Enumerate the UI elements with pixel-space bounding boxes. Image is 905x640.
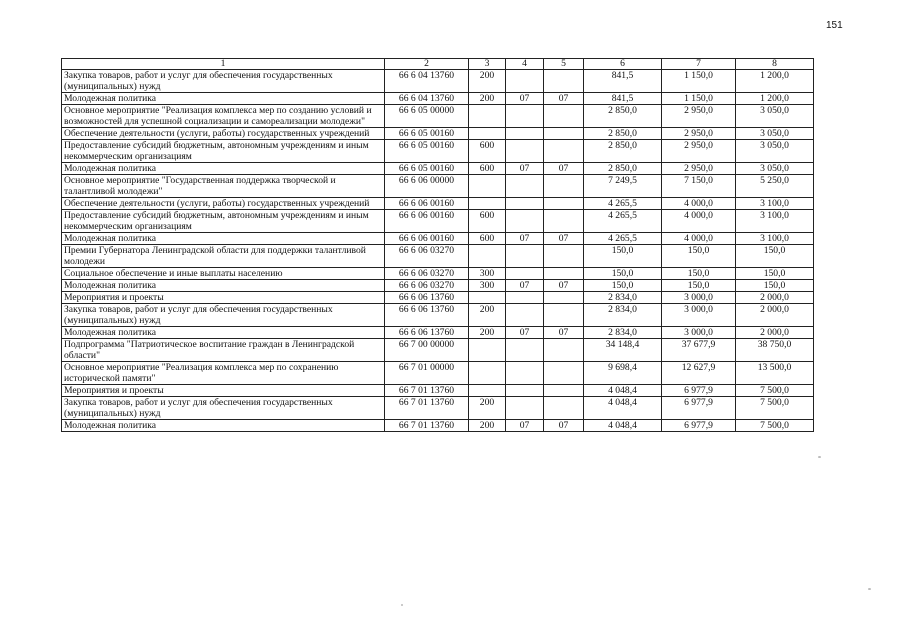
cell-name: Обеспечение деятельности (услуги, работы) государственных учреждений bbox=[62, 198, 385, 210]
cell-target-code: 66 6 05 00160 bbox=[385, 163, 469, 175]
cell-expense-type bbox=[469, 198, 506, 210]
budget-table bbox=[61, 58, 814, 432]
cell-amount-2020: 4 000,0 bbox=[662, 233, 736, 245]
cell-subsection bbox=[544, 268, 584, 280]
cell-expense-type bbox=[469, 362, 506, 385]
header-cell-6: 6 bbox=[584, 59, 662, 70]
cell-amount-2021: 3 050,0 bbox=[736, 140, 814, 163]
cell-name: Мероприятия и проекты bbox=[62, 292, 385, 304]
cell-section: 07 bbox=[506, 233, 544, 245]
cell-amount-2019: 4 048,4 bbox=[584, 397, 662, 420]
cell-subsection bbox=[544, 362, 584, 385]
cell-subsection bbox=[544, 397, 584, 420]
table-row bbox=[62, 280, 814, 292]
cell-target-code: 66 7 01 00000 bbox=[385, 362, 469, 385]
cell-name: Премии Губернатора Ленинградской области для поддержки талантливой молодежи bbox=[62, 245, 385, 268]
cell-amount-2020: 3 000,0 bbox=[662, 292, 736, 304]
cell-amount-2021: 3 050,0 bbox=[736, 163, 814, 175]
cell-amount-2019: 2 850,0 bbox=[584, 140, 662, 163]
cell-section: 07 bbox=[506, 280, 544, 292]
cell-subsection: 07 bbox=[544, 163, 584, 175]
cell-target-code: 66 7 00 00000 bbox=[385, 339, 469, 362]
cell-target-code: 66 6 06 03270 bbox=[385, 245, 469, 268]
cell-section bbox=[506, 245, 544, 268]
cell-target-code: 66 6 06 00160 bbox=[385, 198, 469, 210]
header-cell-2: 2 bbox=[385, 59, 469, 70]
cell-expense-type: 300 bbox=[469, 280, 506, 292]
table-row bbox=[62, 128, 814, 140]
cell-amount-2021: 1 200,0 bbox=[736, 70, 814, 93]
table-row bbox=[62, 175, 814, 198]
header-cell-7: 7 bbox=[662, 59, 736, 70]
cell-section bbox=[506, 105, 544, 128]
cell-subsection bbox=[544, 339, 584, 362]
cell-amount-2021: 150,0 bbox=[736, 268, 814, 280]
cell-amount-2021: 2 000,0 bbox=[736, 327, 814, 339]
cell-subsection: 07 bbox=[544, 280, 584, 292]
table-row bbox=[62, 163, 814, 175]
cell-subsection bbox=[544, 210, 584, 233]
table-row bbox=[62, 385, 814, 397]
cell-section bbox=[506, 304, 544, 327]
cell-target-code: 66 6 06 03270 bbox=[385, 280, 469, 292]
cell-amount-2021: 3 100,0 bbox=[736, 198, 814, 210]
cell-name: Закупка товаров, работ и услуг для обеспечения государственных (муниципальных) нужд bbox=[62, 70, 385, 93]
cell-expense-type bbox=[469, 292, 506, 304]
cell-section bbox=[506, 198, 544, 210]
cell-amount-2020: 6 977,9 bbox=[662, 397, 736, 420]
cell-amount-2019: 4 265,5 bbox=[584, 198, 662, 210]
cell-amount-2020: 2 950,0 bbox=[662, 128, 736, 140]
cell-amount-2019: 4 048,4 bbox=[584, 420, 662, 432]
cell-amount-2020: 2 950,0 bbox=[662, 105, 736, 128]
cell-name: Мероприятия и проекты bbox=[62, 385, 385, 397]
cell-expense-type: 200 bbox=[469, 304, 506, 327]
cell-section bbox=[506, 175, 544, 198]
cell-name: Основное мероприятие "Государственная поддержка творческой и талантливой молодежи" bbox=[62, 175, 385, 198]
table-row bbox=[62, 93, 814, 105]
cell-subsection bbox=[544, 70, 584, 93]
cell-section: 07 bbox=[506, 327, 544, 339]
cell-amount-2019: 2 850,0 bbox=[584, 128, 662, 140]
cell-amount-2019: 7 249,5 bbox=[584, 175, 662, 198]
table-row bbox=[62, 268, 814, 280]
table-row bbox=[62, 362, 814, 385]
cell-section bbox=[506, 397, 544, 420]
table-row bbox=[62, 327, 814, 339]
cell-amount-2020: 150,0 bbox=[662, 245, 736, 268]
cell-name: Социальное обеспечение и иные выплаты населению bbox=[62, 268, 385, 280]
cell-target-code: 66 6 06 00160 bbox=[385, 210, 469, 233]
cell-name: Молодежная политика bbox=[62, 233, 385, 245]
cell-amount-2021: 7 500,0 bbox=[736, 397, 814, 420]
cell-subsection bbox=[544, 140, 584, 163]
scan-speck bbox=[868, 588, 871, 590]
cell-name: Предоставление субсидий бюджетным, автономным учреждениям и иным некоммерческим организациям bbox=[62, 140, 385, 163]
cell-name: Закупка товаров, работ и услуг для обеспечения государственных (муниципальных) нужд bbox=[62, 397, 385, 420]
cell-target-code: 66 6 06 13760 bbox=[385, 327, 469, 339]
cell-amount-2019: 150,0 bbox=[584, 280, 662, 292]
cell-amount-2021: 3 100,0 bbox=[736, 210, 814, 233]
cell-target-code: 66 6 06 13760 bbox=[385, 304, 469, 327]
cell-name: Молодежная политика bbox=[62, 420, 385, 432]
cell-amount-2019: 841,5 bbox=[584, 70, 662, 93]
cell-amount-2020: 7 150,0 bbox=[662, 175, 736, 198]
cell-subsection: 07 bbox=[544, 420, 584, 432]
cell-subsection bbox=[544, 198, 584, 210]
cell-subsection bbox=[544, 105, 584, 128]
cell-amount-2021: 7 500,0 bbox=[736, 420, 814, 432]
cell-expense-type: 300 bbox=[469, 268, 506, 280]
cell-target-code: 66 7 01 13760 bbox=[385, 397, 469, 420]
table-row bbox=[62, 397, 814, 420]
cell-target-code: 66 6 04 13760 bbox=[385, 70, 469, 93]
cell-amount-2021: 7 500,0 bbox=[736, 385, 814, 397]
cell-amount-2019: 2 850,0 bbox=[584, 105, 662, 128]
cell-target-code: 66 6 05 00000 bbox=[385, 105, 469, 128]
cell-amount-2020: 37 677,9 bbox=[662, 339, 736, 362]
cell-name: Закупка товаров, работ и услуг для обеспечения государственных (муниципальных) нужд bbox=[62, 304, 385, 327]
cell-section bbox=[506, 268, 544, 280]
cell-amount-2020: 6 977,9 bbox=[662, 385, 736, 397]
header-cell-8: 8 bbox=[736, 59, 814, 70]
cell-expense-type: 600 bbox=[469, 233, 506, 245]
cell-amount-2020: 150,0 bbox=[662, 268, 736, 280]
cell-expense-type bbox=[469, 128, 506, 140]
cell-section bbox=[506, 292, 544, 304]
table-row bbox=[62, 198, 814, 210]
cell-target-code: 66 6 06 13760 bbox=[385, 292, 469, 304]
cell-section: 07 bbox=[506, 93, 544, 105]
cell-amount-2021: 2 000,0 bbox=[736, 304, 814, 327]
cell-amount-2020: 1 150,0 bbox=[662, 70, 736, 93]
cell-section: 07 bbox=[506, 420, 544, 432]
page-number: 151 bbox=[826, 20, 843, 31]
scan-speck bbox=[818, 456, 821, 458]
cell-amount-2019: 9 698,4 bbox=[584, 362, 662, 385]
cell-subsection: 07 bbox=[544, 233, 584, 245]
cell-expense-type: 600 bbox=[469, 140, 506, 163]
cell-expense-type: 200 bbox=[469, 327, 506, 339]
table-row bbox=[62, 70, 814, 93]
table-row bbox=[62, 140, 814, 163]
cell-section bbox=[506, 339, 544, 362]
cell-target-code: 66 6 06 03270 bbox=[385, 268, 469, 280]
cell-amount-2019: 4 048,4 bbox=[584, 385, 662, 397]
cell-expense-type bbox=[469, 105, 506, 128]
cell-amount-2020: 1 150,0 bbox=[662, 93, 736, 105]
cell-amount-2020: 3 000,0 bbox=[662, 327, 736, 339]
cell-target-code: 66 6 05 00160 bbox=[385, 140, 469, 163]
cell-section: 07 bbox=[506, 163, 544, 175]
cell-amount-2021: 38 750,0 bbox=[736, 339, 814, 362]
cell-name: Молодежная политика bbox=[62, 163, 385, 175]
cell-section bbox=[506, 70, 544, 93]
cell-target-code: 66 6 06 00160 bbox=[385, 233, 469, 245]
cell-expense-type: 200 bbox=[469, 397, 506, 420]
cell-amount-2020: 2 950,0 bbox=[662, 163, 736, 175]
cell-amount-2019: 2 834,0 bbox=[584, 327, 662, 339]
cell-expense-type: 200 bbox=[469, 420, 506, 432]
cell-amount-2020: 2 950,0 bbox=[662, 140, 736, 163]
table-row bbox=[62, 233, 814, 245]
cell-subsection bbox=[544, 385, 584, 397]
cell-amount-2019: 841,5 bbox=[584, 93, 662, 105]
cell-amount-2019: 150,0 bbox=[584, 268, 662, 280]
cell-expense-type: 600 bbox=[469, 210, 506, 233]
header-row bbox=[62, 59, 814, 70]
header-cell-1: 1 bbox=[62, 59, 385, 70]
cell-subsection: 07 bbox=[544, 93, 584, 105]
cell-amount-2021: 1 200,0 bbox=[736, 93, 814, 105]
cell-amount-2021: 150,0 bbox=[736, 245, 814, 268]
cell-subsection bbox=[544, 128, 584, 140]
cell-target-code: 66 7 01 13760 bbox=[385, 420, 469, 432]
cell-section bbox=[506, 385, 544, 397]
cell-target-code: 66 6 05 00160 bbox=[385, 128, 469, 140]
cell-section bbox=[506, 210, 544, 233]
table-row bbox=[62, 420, 814, 432]
header-cell-4: 4 bbox=[506, 59, 544, 70]
cell-subsection: 07 bbox=[544, 327, 584, 339]
cell-amount-2020: 4 000,0 bbox=[662, 210, 736, 233]
cell-subsection bbox=[544, 292, 584, 304]
cell-name: Молодежная политика bbox=[62, 327, 385, 339]
header-cell-3: 3 bbox=[469, 59, 506, 70]
scan-speck bbox=[401, 604, 403, 606]
cell-name: Молодежная политика bbox=[62, 93, 385, 105]
header-cell-5: 5 bbox=[544, 59, 584, 70]
cell-name: Предоставление субсидий бюджетным, автономным учреждениям и иным некоммерческим организациям bbox=[62, 210, 385, 233]
cell-amount-2021: 3 050,0 bbox=[736, 105, 814, 128]
cell-name: Подпрограмма "Патриотическое воспитание граждан в Ленинградской области" bbox=[62, 339, 385, 362]
cell-amount-2020: 4 000,0 bbox=[662, 198, 736, 210]
cell-subsection bbox=[544, 245, 584, 268]
cell-name: Основное мероприятие "Реализация комплекса мер по созданию условий и возможностей для успешной социализации и самореализации молодежи" bbox=[62, 105, 385, 128]
table-body bbox=[62, 70, 814, 432]
cell-expense-type bbox=[469, 385, 506, 397]
table-row bbox=[62, 292, 814, 304]
cell-section bbox=[506, 128, 544, 140]
cell-target-code: 66 7 01 13760 bbox=[385, 385, 469, 397]
cell-amount-2019: 2 834,0 bbox=[584, 292, 662, 304]
cell-name: Обеспечение деятельности (услуги, работы) государственных учреждений bbox=[62, 128, 385, 140]
cell-target-code: 66 6 06 00000 bbox=[385, 175, 469, 198]
table-row bbox=[62, 339, 814, 362]
cell-amount-2019: 34 148,4 bbox=[584, 339, 662, 362]
cell-name: Основное мероприятие "Реализация комплекса мер по сохранению исторической памяти" bbox=[62, 362, 385, 385]
cell-expense-type bbox=[469, 175, 506, 198]
cell-amount-2019: 2 850,0 bbox=[584, 163, 662, 175]
cell-subsection bbox=[544, 175, 584, 198]
cell-expense-type bbox=[469, 245, 506, 268]
cell-name: Молодежная политика bbox=[62, 280, 385, 292]
cell-amount-2021: 150,0 bbox=[736, 280, 814, 292]
cell-amount-2021: 2 000,0 bbox=[736, 292, 814, 304]
table-row bbox=[62, 210, 814, 233]
cell-section bbox=[506, 362, 544, 385]
cell-section bbox=[506, 140, 544, 163]
cell-amount-2019: 2 834,0 bbox=[584, 304, 662, 327]
cell-amount-2021: 3 050,0 bbox=[736, 128, 814, 140]
cell-amount-2020: 3 000,0 bbox=[662, 304, 736, 327]
cell-expense-type: 200 bbox=[469, 93, 506, 105]
cell-amount-2021: 5 250,0 bbox=[736, 175, 814, 198]
cell-amount-2019: 4 265,5 bbox=[584, 210, 662, 233]
cell-amount-2019: 4 265,5 bbox=[584, 233, 662, 245]
cell-expense-type bbox=[469, 339, 506, 362]
cell-amount-2019: 150,0 bbox=[584, 245, 662, 268]
table-row bbox=[62, 105, 814, 128]
cell-target-code: 66 6 04 13760 bbox=[385, 93, 469, 105]
cell-amount-2020: 150,0 bbox=[662, 280, 736, 292]
table-row bbox=[62, 245, 814, 268]
cell-subsection bbox=[544, 304, 584, 327]
table-row bbox=[62, 304, 814, 327]
cell-amount-2021: 3 100,0 bbox=[736, 233, 814, 245]
cell-amount-2020: 6 977,9 bbox=[662, 420, 736, 432]
cell-amount-2021: 13 500,0 bbox=[736, 362, 814, 385]
cell-expense-type: 600 bbox=[469, 163, 506, 175]
cell-amount-2020: 12 627,9 bbox=[662, 362, 736, 385]
cell-expense-type: 200 bbox=[469, 70, 506, 93]
